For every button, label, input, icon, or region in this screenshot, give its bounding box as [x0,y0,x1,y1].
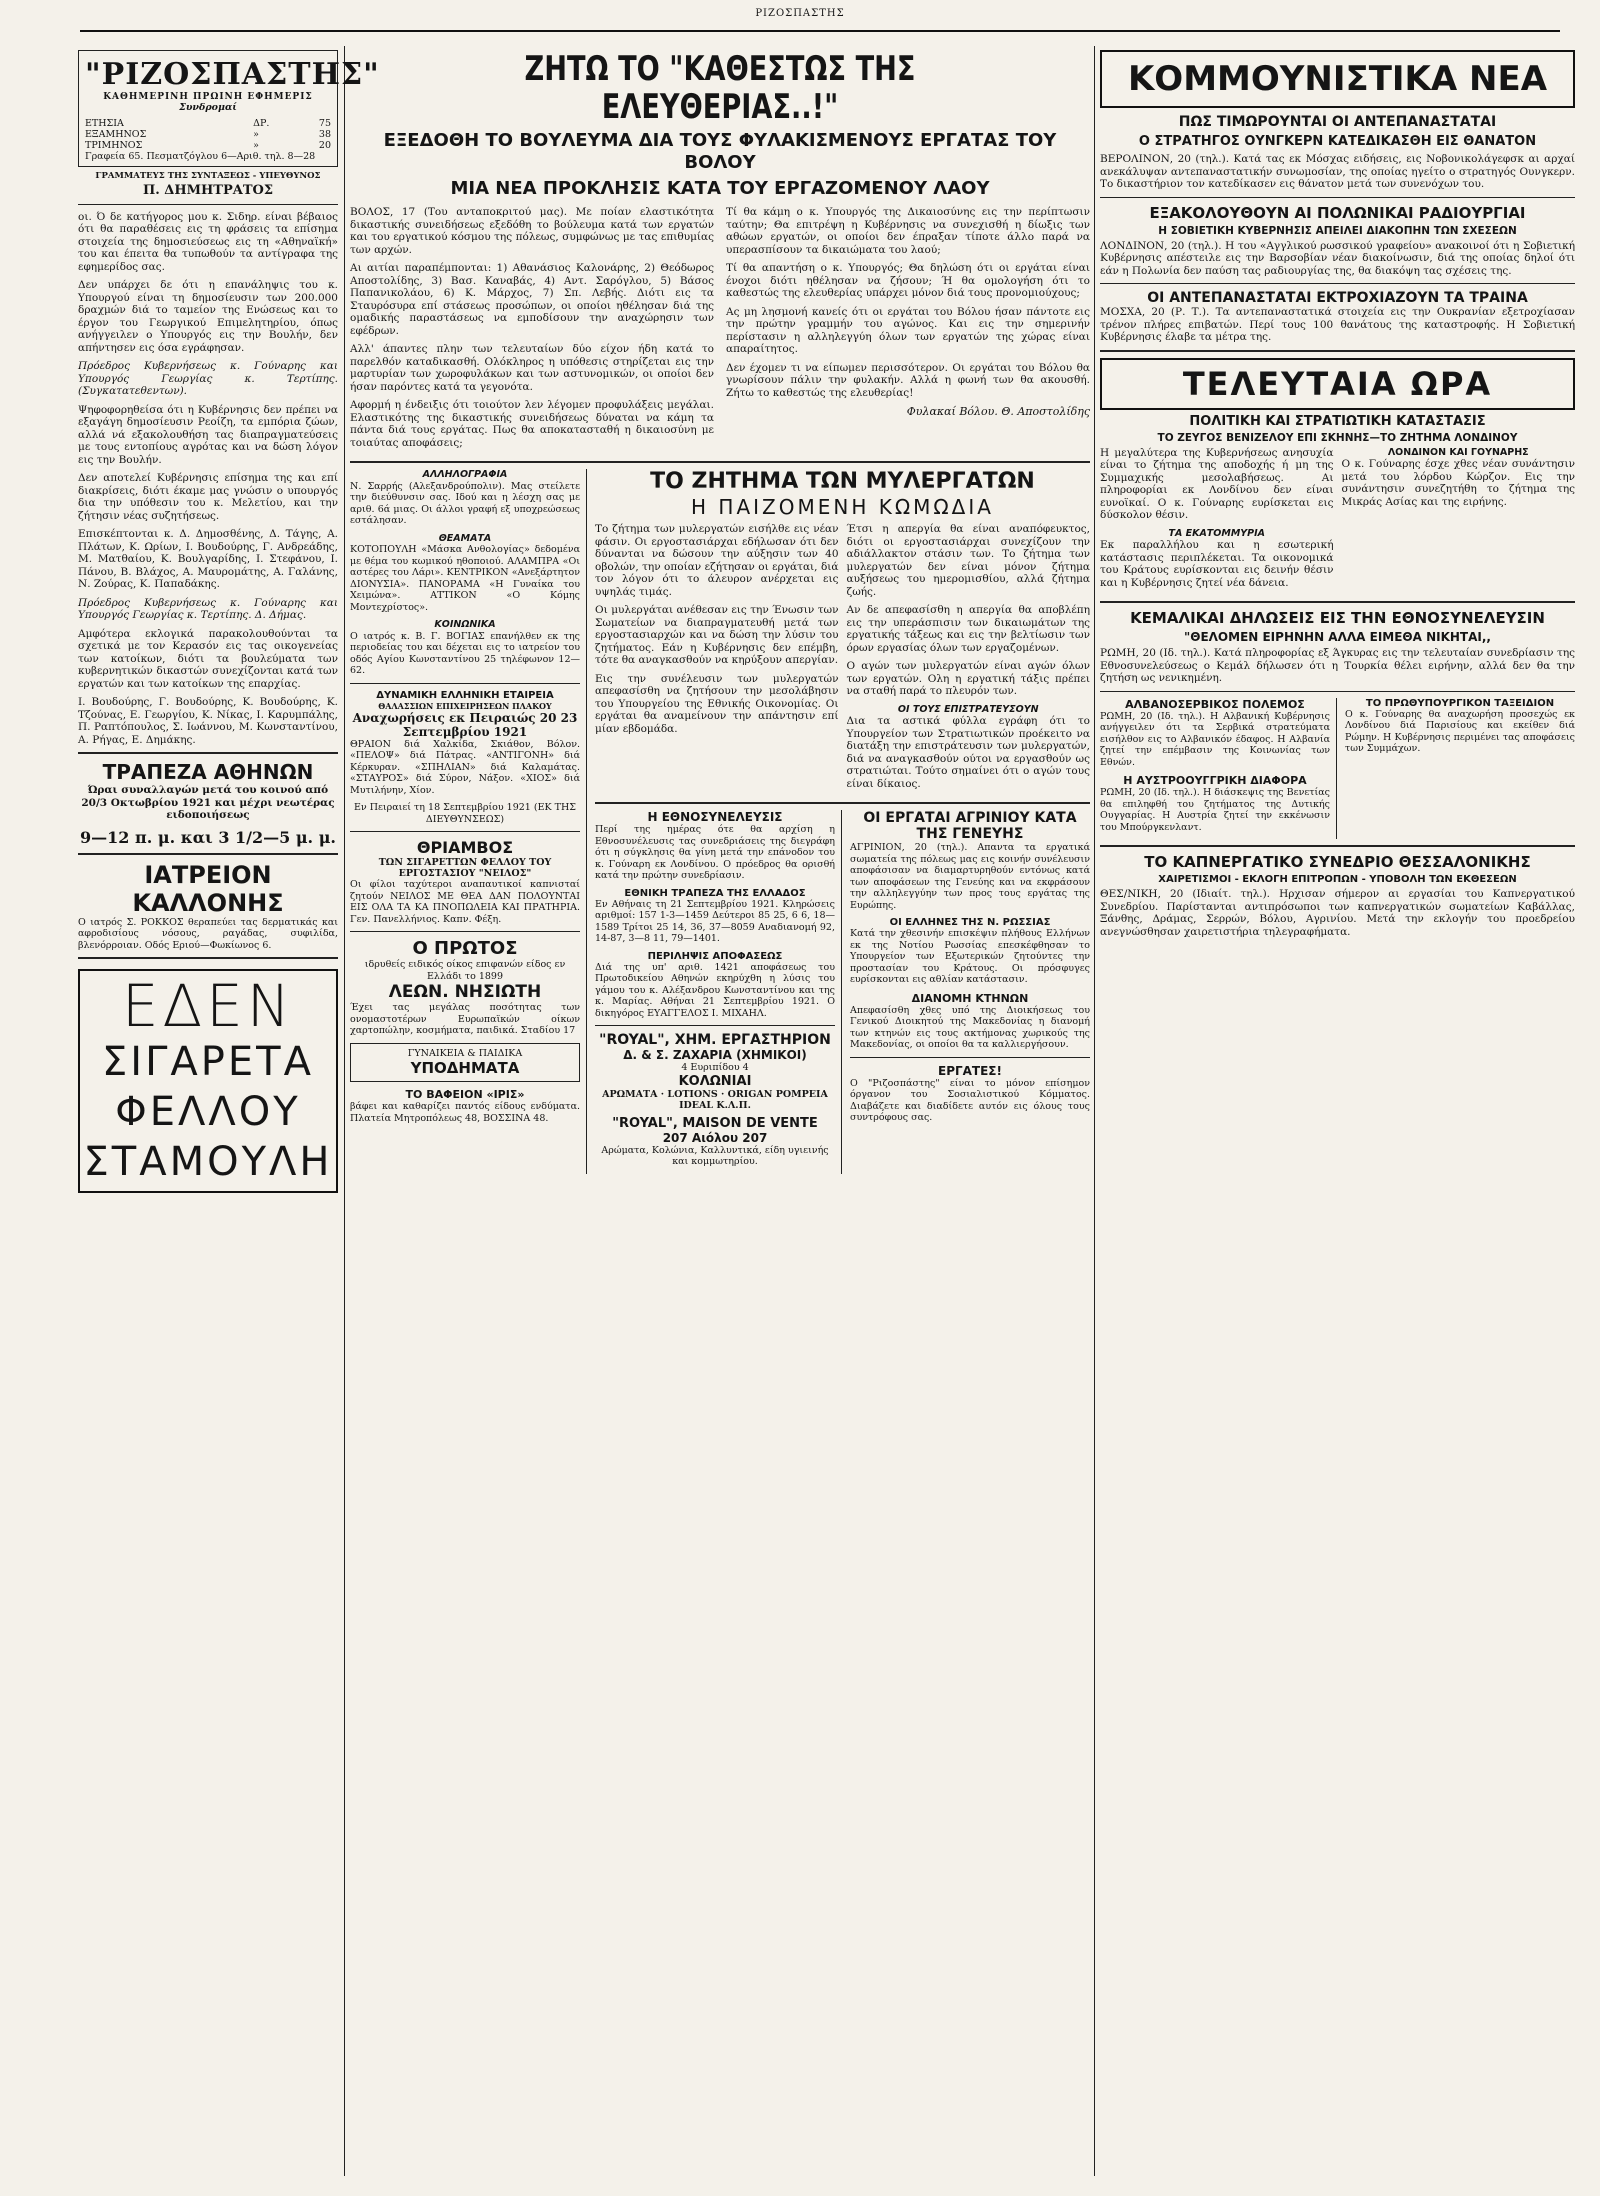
divider [850,1057,1090,1058]
divider [1100,197,1575,198]
russia-text: Κατά την χθεσινήν επισκέψιν πλήθους Ελλήνων εκ της Νοτίου Ρωσσίας επεσκέφθησαν το Υπουργείον των Εξωτερικών ζητούντες την προστασίαν του Κράτους. Οι πρόσφυγες ευρίσκονται εις αθλίαν κατάστασιν. [850,928,1090,985]
thess-title: ΤΟ ΚΑΠΝΕΡΓΑΤΙΚΟ ΣΥΝΕΔΡΙΟ ΘΕΣΣΑΛΟΝΙΚΗΣ [1144,853,1531,871]
article-paragraph: Πρόεδρος Κυβερνήσεως κ. Γούναρης και Υπουργός Γεωργίας κ. Τερτίπης. (Συγκατατεθεντων). [78,360,338,397]
running-head: ΡΙΖΟΣΠΑΣΤΗΣ [755,8,845,19]
thess-subtitle: ΧΑΙΡΕΤΙΣΜΟΙ - ΕΚΛΟΓΗ ΕΠΙΤΡΟΠΩΝ - ΥΠΟΒΟΛΗ ΤΩΝ ΕΚΘΕΣΕΩΝ [1158,874,1517,885]
shipping-title: ΔΥΝΑΜΙΚΗ ΕΛΛΗΝΙΚΗ ΕΤΑΙΡΕΙΑ [376,689,554,701]
parliament-title: Η ΕΘΝΟΣΥΝΕΛΕΥΣΙΣ [647,810,783,824]
shoes-ad-subtitle: ΓΥΝΑΙΚΕΙΑ & ΠΑΙΔΙΚΑ [407,1047,523,1059]
article-paragraph: Εκ παραλλήλου και η εσωτερική κατάστασις περιπλέκεται. Τα οικονομικά του Κράτους ευρίσκονται εις δεινήν θέσιν και η Κυβέρνησις ζητεί νέα δάνεια. [1100,539,1334,589]
divider [78,752,338,754]
price: 75 [318,117,331,129]
vafeion-title: ΤΟ ΒΑΦΕΙΟΝ «ΙΡΙΣ» [405,1088,525,1101]
protos-text: Έχει τας μεγάλας ποσότητας των ονομαστοτέρων Ευρωπαϊκών οίκων χαρτοπώλην, κοσμήματα, παιδικά. Σταδίου 17 [350,1002,580,1036]
article-paragraph: ΛΟΝΔΙΝΟΝ, 20 (τηλ.). Η του «Αγγλικού ρωσσικού γραφείου» ανακοινοί ότι η Σοβιετική Κυβέρνησις απέστειλε εις την Βαρσοβίαν νέαν διακοίνωσιν, διά της οποίας δηλοί ότι εάν η Πολωνία δεν παύση τας ραδιουργίας της, θα διακόψη τας σχέσεις της. [1100,239,1575,277]
text-column [1342,447,1576,596]
divider [595,802,1090,804]
royal-ad-subtitle: Δ. & Σ. ΖΑΧΑΡΙΑ (ΧΗΜΙΚΟΙ) [623,1048,807,1062]
shipping-text: ΘΡΑΙΟΝ διά Χαλκίδα, Σκιάθον, Βόλον. «ΠΕΛΟΨ» διά Πάτρας. «ΑΝΤΙΓΟΝΗ» διά Κέρκυραν. «ΣΠΗΛΙΑΝ» διά Καλαμάτας. «ΣΤΑΥΡΟΣ» διά Σύρον, Νάξον. «ΧΙΟΣ» διά Μυτιλήνην, Χίον. [350,738,580,796]
article-paragraph: Ι. Βουδούρης, Γ. Βουδούρης, Κ. Βουδούρης, Κ. Τζούνας, Ε. Γεωργίου, Κ. Νίκας, Ι. Καρυμπάλης, Π. Ραπτόπουλος, Σ. Ιωάννου, Μ. Κωνσταντίνου, Α. Ρήγας, Ε. Δημάκης. [78,696,338,746]
article-paragraph: Δεν έχομεν τι να είπωμεν περισσότερον. Οι εργάται του Βόλου θα γνωρίσουν πάλιν την φυλακήν. Αλλά η φωνή των θα ακουσθή. Ζήτω το καθεστώς της ελευθερίας! [726,361,1090,399]
shipping-subtitle: ΘΑΛΑΣΣΙΩΝ ΕΠΙΧΕΙΡΗΣΕΩΝ ΠΛΑΚΟΥ [378,700,552,711]
divider [1100,691,1575,692]
ergates-title: ΕΡΓΑΤΕΣ! [938,1063,1002,1078]
mules-subtitle: Η ΠΑΙΖΟΜΕΝΗ ΚΩΜΩΔΙΑ [691,495,994,519]
text-column [595,523,839,796]
thriamvos-subtitle: ΤΩΝ ΣΙΓΑΡΕΤΤΩΝ ΦΕΛΛΟΥ ΤΟΥ ΕΡΓΟΣΤΑΣΙΟΥ "ΝΕΙΛΟΣ" [378,857,552,879]
section-title: ΤΑ ΕΚΑΤΟΜΜΥΡΙΑ [1168,527,1266,539]
masthead-address: Γραφεία 65. Πεσματζόγλου 6—Αριθ. τηλ. 8—28 [85,150,316,162]
divider [595,1025,835,1026]
parliament-text: Περί της ημέρας ότε θα αρχίση η Εθνοσυνέλευσις τας συνεδριάσεις της διεγράφη ότι η σύγκλησις θα γίνη μετά την επάνοδον του κ. Γούναρη εκ Λονδίνου. Ο πρόεδρος θα ορισθή κατά την πρώτην συνεδρίασιν. [595,824,835,881]
article-paragraph: Δεν υπάρχει δε ότι η επανάληψις του κ. Υπουργού είναι τη δημοσίευσιν των 200.000 δραχμών διά το ταμείον της Ενώσεως και το έργον του Γεωργικού Επιμελητηρίου, όπως ανήγγειλεν ο Υπουργός εις την Βουλήν, δεν απήντησεν εις όσα εγράφησαν. [78,279,338,354]
lower-center [350,469,1090,1174]
clinic-ad-text: Ο ιατρός Σ. ΡΟΚΚΟΣ θεραπεύει τας δερματικάς και αφροδισίους νόσους, ραγάδας, συφιλίδα, βλενόρροιαν. Οδός Εριού—Φωκίωνος 6. [78,916,338,951]
divider [350,461,1090,463]
article-paragraph: Έτσι η απεργία θα είναι αναπόφευκτος, διότι οι εργοστασιάρχαι συνεχίζουν την αδιάλλακτον στάσιν των. Το ζήτημα των μυλεργατών δεν είναι μόνον ζήτημα αυξήσεως του ημερομισθίου, αλλά ζήτημα ζωής. [846,523,1090,598]
main-subhead: ΜΙΑ ΝΕΑ ΠΡΟΚΛΗΣΙΣ ΚΑΤΑ ΤΟΥ ΕΡΓΑΖΟΜΕΝΟΥ ΛΑΟΥ [450,178,990,199]
section-title: ΘΕΑΜΑΤΑ [438,532,492,544]
eden-ad-line: ΣΙΓΑΡΕΤΑ [102,1039,314,1085]
divider [1100,601,1575,603]
section-title: Η ΑΥΣΤΡΟΟΥΓΓΡΙΚΗ ΔΙΑΦΟΡΑ [1123,774,1307,787]
price: 20 [318,139,331,151]
last-hour-subtitle2: ΤΟ ΖΕΥΓΟΣ ΒΕΝΙΖΕΛΟΥ ΕΠΙ ΣΚΗΝΗΣ—ΤΟ ΖΗΤΗΜΑ ΛΟΝΔΙΝΟΥ [1157,431,1518,444]
article-paragraph: Ο αγών των μυλεργατών είναι αγών όλων των εργατών. Ολη η εργατική τάξις πρέπει να σταθή παρά το πλευρόν των. [846,660,1090,697]
article-paragraph: ΜΟΣΧΑ, 20 (Ρ. Τ.). Τα αντεπαναστατικά στοιχεία εις την Ουκρανίαν εξετροχίασαν τρένον πλήρες επιβατών. Περί τους 100 θανάτους της καταστροφής. Η Σοβιετική Κυβέρνησις έλαβε τα μέτρα της. [1100,306,1575,343]
ergates-text: Ο "Ριζοσπάστης" είναι το μόνον επίσημον όργανον του Σοσιαλιστικού Κόμματος. Διαβάζετε και διαδίδετε αυτόν εις όλους τους συντρόφους σας. [850,1077,1090,1123]
agrinio-text: ΑΓΡΙΝΙΟΝ, 20 (τηλ.). Απαντα τα εργατικά σωματεία της πόλεως μας εις κοινήν συνέλευσιν αποφάσισαν να διαμαρτυρηθούν εντόνως κατά των αποφάσεων της Γενεύης και να εκφράσουν την αλληλεγγύην των προς τους εργάτας της Ευρώπης. [850,842,1090,911]
secretary-label: ΓΡΑΜΜΑΤΕΥΣ ΤΗΣ ΣΥΝΤΑΞΕΩΣ - ΥΠΕΥΘΥΝΟΣ [95,171,321,181]
article-paragraph: ΡΩΜΗ, 20 (Ιδ. τηλ.). Η Αλβανική Κυβέρνησις ανήγγειλεν ότι τα Σερβικά στρατεύματα εισήλθον εις το Αλβανικόν έδαφος. Η Αλβανία ζητεί την επέμβασιν της Κοινωνίας των Εθνών. [1100,710,1330,768]
article-paragraph: ΒΟΛΟΣ, 17 (Του ανταποκριτού μας). Με ποίαν ελαστικότητα δικαστικής συνειδήσεως εξεδόθη το βούλευμα κατά των εργατών και του εργατικού κόσμου της πόλεως, συμφώνως με τας επιθυμίας των αρχών. [350,206,714,256]
column-divider [1094,46,1095,2176]
kemal-title: ΚΕΜΑΛΙΚΑΙ ΔΗΛΩΣΕΙΣ ΕΙΣ ΤΗΝ ΕΘΝΟΣΥΝΕΛΕΥΣΙΝ [1130,609,1545,627]
bank-ad-title: ΤΡΑΠΕΖΑ ΑΘΗΝΩΝ [102,760,314,784]
mules-section [595,469,1090,1174]
thriamvos-text: Οι φίλοι ταχύτεροι αναπαυτικοί καπνισταί ζητούν ΝΕΙΛΟΣ ΜΕ ΘΕΑ ΔΑΝ ΠΟΛΟΥΝΤΑΙ ΕΙΣ ΟΛΑ ΤΑ ΚΑ ΠΝΟΠΩΛΕΙΑ ΚΑΙ ΠΡΑΤΗΡΙΑ. Γεν. Πανελλήνιος. Καπν. Φέξη. [350,879,580,925]
main-subhead: ΕΞΕΔΟΘΗ ΤΟ ΒΟΥΛΕΥΜΑ ΔΙΑ ΤΟΥΣ ΦΥΛΑΚΙΣΜΕΝΟΥΣ ΕΡΓΑΤΑΣ ΤΟΥ ΒΟΛΟΥ [383,130,1057,173]
poland-title: ΕΞΑΚΟΛΟΥΘΟΥΝ ΑΙ ΠΟΛΩΝΙΚΑΙ ΡΑΔΙΟΥΡΓΙΑΙ [1149,203,1526,222]
ktinon-text: Απεφασίσθη χθες υπό της Διοικήσεως του Γενικού Διοικητού της Μακεδονίας η διανομή των κτηνών εις τους ακτήμονας χωρικούς της Μακεδονίας, οι οποίοι θα τα καλλιεργήσουν. [850,1004,1090,1050]
vafeion-text: βάφει και καθαρίζει παντός είδους ενδύματα. Πλατεία Μητροπόλεως 48, ΒΟΣΣΙΝΑ 48. [350,1101,580,1124]
clinic-ad [78,861,338,952]
last-hour-banner [1100,358,1575,410]
section-subtitle: ΠΩΣ ΤΙΜΩΡΟΥΝΤΑΙ ΟΙ ΑΝΤΕΠΑΝΑΣΤΑΤΑΙ [1178,114,1497,130]
article-paragraph: Δεν αποτελεί Κυβέρνησις επίσημα της και επί διακρίσεις, διότι έκαμε μας γνώσιν ο υπουργός δια την υπόθεσιν του κ. Μελετίου, και την ζήτησιν νέας συζητήσεως. [78,472,338,522]
protos-name: ΛΕΩΝ. ΝΗΣΙΩΤΗ [388,982,542,1002]
right-column [1100,50,1575,2180]
article-paragraph: Δια τα αστικά φύλλα εγράφη ότι το Υπουργείον των Στρατιωτικών προέκειτο να διατάξη την επιστράτευσιν των μυλεργατών, διά να αναγκασθούν ούτοι να εργασθούν ως στρατιώται. Τούτο σημαίνει ότι ο αγών τους είναι δίκαιος. [846,715,1090,790]
agrinio-title: ΟΙ ΕΡΓΑΤΑΙ ΑΓΡΙΝΙΟΥ ΚΑΤΑ ΤΗΣ ΓΕΝΕΥΗΣ [863,810,1077,842]
left-column [78,50,380,2180]
divider [78,853,338,855]
shipping-date: Αναχωρήσεις εκ Πειραιώς 20 23 Σεπτεμβρίου 1921 [352,710,578,739]
masthead-title: "ΡΙΖΟΣΠΑΣΤΗΣ" [85,57,380,92]
article-paragraph: Ο κ. Γούναρης θα αναχωρήση προσεχώς εκ Λονδίνου διά Παρισίους και εκείθεν διά Ρώμην. Η Κυβέρνησις περιμένει τας αποφάσεις των Συμμάχων. [1345,708,1575,754]
section-title: ΑΛΒΑΝΟΣΕΡΒΙΚΟΣ ΠΟΛΕΜΟΣ [1125,697,1305,711]
last-hour-title: ΤΕΛΕΥΤΑΙΑ ΩΡΑ [1182,364,1493,403]
shipping-note: Εν Πειραιεί τη 18 Σεπτεμβρίου 1921 (ΕΚ ΤΗΣ ΔΙΕΥΘΥΝΣΕΩΣ) [354,802,576,825]
text-column [350,206,714,455]
divider [78,204,338,205]
divider [78,957,338,959]
article-paragraph: Αμφότερα εκλογικά παρακολουθούνται τα σχετικά με τον Κερασόν εις τας οικογενείας των κατοίκων, διότι τα βουλεύματα των κυβερνητικών δικαστών συνεχίζονται κατά των εργατών και των κατοίκων της επαρχίας. [78,627,338,690]
royal2-ad-text: Αρώματα, Κολώνια, Καλλυντικά, είδη υγιεινής και κομμωτηρίου. [601,1144,829,1167]
article-paragraph: Αφορμή η ένδειξις ότι τοιούτον λεν λέγομεν προφυλάξεις μεγάλαι. Ελαστικότης της δικαστικής συνειδήσεως δύναται να κάμη τα πάντα διά τους εργάτας. Πως θα αποκατασταθή η δικαιοσύνη με τοιαύτας αποφάσεις; [350,399,714,449]
text-column [847,523,1091,796]
currency: » [253,139,259,151]
shoes-ad-title: ΥΠΟΔΗΜΑΤΑ [410,1059,520,1077]
article-paragraph: ΡΩΜΗ, 20 (Ιδ. τηλ.). Κατά πληροφορίας εξ Άγκυρας εις την τελευταίαν συνεδρίασιν της Εθνοσυνελεύσεως ο Κεμάλ δήλωσεν ότι η Τουρκία θέλει ειρήνην, αλλά δεν θα την ζητήση ως νενικημένη. [1100,647,1575,684]
divider [1100,845,1575,847]
divider [350,683,580,684]
notice-text: Ν. Σαρρής (Αλεξανδρούπολιν). Μας στείλετε την διεύθυνσιν σας. Ιδού και η λέσχη σας με αριθ. 6ά μιας. Οι άλλοι γραφή εξ υποχρεώσεως εστάλησαν. [350,480,580,526]
mules-title: ΤΟ ΖΗΤΗΜΑ ΤΩΝ ΜΥΛΕΡΓΑΤΩΝ [650,469,1035,494]
secretary-name: Π. ΔΗΜΗΤΡΑΤΟΣ [142,182,274,198]
article-paragraph: Εις την συνέλευσιν των μυλεργατών απεφασίσθη να ζητήσουν την μεσολάβησιν του Υπουργείου της Εθνικής Οικονομίας. Οι εργάται θα αναμείνουν την απάντησιν επί μίαν εβδομάδα. [595,672,839,735]
article-paragraph: ΘΕΣ/ΝΙΚΗ, 20 (Ιδιαίτ. τηλ.). Ηρχισαν σήμερον αι εργασίαι του Καπνεργατικού Συνεδρίου. Παρίστανται αντιπρόσωποι των καπνεργατικών σωματείων Καβάλλας, Ξάνθης, Δράμας, Σερρών, Βόλου, Αγρινίου. Μετά την εκλογήν του προεδρείου ανεγνώσθησαν χαιρετιστήρια τηλεγραφήματα. [1100,888,1575,938]
subscriptions-table [85,118,331,151]
article-paragraph: Αι αιτίαι παραπέμπονται: 1) Αθανάσιος Καλονάρης, 2) Θεόδωρος Αποστολίδης, 3) Βασ. Καναβάς, 4) Αντ. Σαρόγλου, 5) Βάσος Παπανικολάου, 6) Κ. Μάρχος, 7) Σπ. Λεβής. Διότι εις τα Σταυρόσυρα επί στάσεως προσώπων, οι οποίοι ηθέλησαν διά της ομαδικής παραστάσεως να εμποδίσουν την αναχώρησιν των εφέδρων. [350,262,714,337]
divider [350,831,580,832]
main-headline: ΖΗΤΩ ΤΟ "ΚΑΘΕΣΤΩΣ ΤΗΣ ΕΛΕΥΘΕΡΙΑΣ..!" [524,49,916,127]
last-hour-subtitle: ΠΟΛΙΤΙΚΗ ΚΑΙ ΣΤΡΑΤΙΩΤΙΚΗ ΚΑΤΑΣΤΑΣΙΣ [1189,413,1486,429]
currency: » [253,128,259,140]
text-column [1345,698,1575,840]
communist-news-title: ΚΟΜΜΟΥΝΙΣΤΙΚΑ ΝΕΑ [1127,59,1548,99]
article-paragraph: Πρόεδρος Κυβερνήσεως κ. Γούναρης και Υπουργός Γεωργίας κ. Τερτίπης. Δ. Δήμας. [78,596,338,621]
article-paragraph: Ψηφοφορηθείσα ότι η Κυβέρνησις δεν πρέπει να εξαγάγη δημοσίευσιν Ρεοίζη, τα εμπόρια ζώων, αλλά νά εξακολουθήση τας διαπραγματεύσεις με τους εντοπίους αγρότας και να δώση λόγον εις την Βουλήν. [78,403,338,466]
subscription-row [85,118,331,129]
article-paragraph: ΒΕΡΟΛΙΝΟΝ, 20 (τηλ.). Κατά τας εκ Μόσχας ειδήσεις, εις Νοβονικολάγεφσκ αι αρχαί ανεκάλυψαν αντεπαναστατικήν συνωμοσίαν, της οποίας ηγείτο ο στρατηγός Ουνγκερν. Το δικαστήριον τον κατεδίκασεν εις θάνατον μετά των συνενόχων του. [1100,153,1575,190]
article-paragraph: Το ζήτημα των μυλεργατών εισήλθε εις νέαν φάσιν. Οι εργοστασιάρχαι εδήλωσαν ότι δεν δύνανται να δώσουν την αύξησιν των 40 οβολών, την οποίαν εζήτησαν οι εργάται, διά τον λόγον ότι το άλευρον ανέρχεται εις υψηλάς τιμάς. [595,523,839,598]
article-paragraph: Ο κ. Γούναρης έσχε χθες νέαν συνάντησιν μετά του λόρδου Κώρζον. Εις την συνάντησιν συνεζητήθη το ζήτημα της Μικράς Ασίας και της ειρήνης. [1341,458,1575,508]
divider [350,931,580,932]
notices-column [350,469,587,1174]
article-paragraph: Οι μυλεργάται ανέθεσαν εις την Ένωσιν των Σωματείων να διαπραγματευθή μετά των εργοστασιαρχών και να δώση την λύσιν του ζητήματος. Εάν η Κυβέρνησις δεν επέμβη, τότε θα αναγκασθούν να κηρύξουν απεργίαν. [595,604,839,666]
section-title: ΛΟΝΔΙΝΟΝ ΚΑΙ ΓΟΥΝΑΡΗΣ [1387,446,1529,458]
article-paragraph: ΡΩΜΗ, 20 (Ιδ. τηλ.). Η διάσκεψις της Βενετίας θα επιληφθή του ζητήματος της Δυτικής Ουγγαρίας. Η Αυστρία ζητεί την εκκένωσιν του Μπούργκενλαντ. [1100,787,1330,833]
section-title: ΑΛΛΗΛΟΓΡΑΦΙΑ [422,469,508,480]
eden-cigarette-ad [78,969,338,1193]
subscriptions-label: Συνδρομαί [179,102,237,113]
bank-ad [78,760,338,847]
communist-news-banner [1100,50,1575,108]
ktinon-title: ΔΙΑΝΟΜΗ ΚΤΗΝΩΝ [911,991,1029,1005]
poland-subtitle: Η ΣΟΒΙΕΤΙΚΗ ΚΥΒΕΡΝΗΣΙΣ ΑΠΕΙΛΕΙ ΔΙΑΚΟΠΗΝ ΤΩΝ ΣΧΕΣΕΩΝ [1158,224,1517,237]
article-paragraph: Επισκέπτονται κ. Δ. Δημοσθένης, Δ. Τάγης, Α. Πλάτων, Κ. Ωρίων, Ι. Βουδούρης, Γ. Ανδρεάδης, Μ. Ματθαίου, Κ. Βουλγαρίδης, Ι. Στεφάνου, Ι. Πάνου, Β. Βλάχος, Α. Μαυρομάτης, Α. Γαλάνης, Ν. Ζούρας, Κ. Παπαδάκης. [78,528,338,590]
divider [1100,283,1575,284]
top-rule [80,30,1560,32]
balkan-news [1100,698,1575,840]
subscription-row [85,129,331,140]
article-paragraph: Τί θα απαντήση ο κ. Υπουργός; Θα δηλώση ότι οι εργάται είναι ένοχοι διότι ηθέλησαν να ζήσουν; Ή θα ομολογήση ότι το καθεστώς της ελευθερίας υπάρχει μόνον διά τους προνομιούχους; [726,262,1090,299]
royal2-ad-title: "ROYAL", MAISON DE VENTE [612,1115,818,1131]
last-hour-body [1100,447,1575,596]
column-divider [344,46,345,2176]
period: ΕΤΗΣΙΑ [85,117,124,129]
shoes-ad [350,1043,580,1083]
apofaseis-title: ΠΕΡΙΛΗΨΙΣ ΑΠΟΦΑΣΕΩΣ [647,950,783,962]
text-column [1100,698,1337,840]
bank-title: ΕΘΝΙΚΗ ΤΡΑΠΕΖΑ ΤΗΣ ΕΛΛΑΔΟΣ [624,887,806,899]
center-columns [350,50,1090,2180]
apofaseis-text: Διά της υπ' αριθ. 1421 αποφάσεως του Πρωτοδικείου Αθηνών εκηρύχθη η λύσις του γάμου του κ. Αλέξανδρου Κωνσταντίνου και της κ. Μαρίας. Αθήναι 21 Σεπτεμβρίου 1921. Ο δικηγόρος ΕΥΑΓΓΕΛΟΣ Ι. ΜΙΧΑΗΛ. [595,961,835,1019]
bank-ad-hours: 9—12 π. μ. και 3 1/2—5 μ. μ. [80,827,336,847]
masthead-subtitle: ΚΑΘΗΜΕΡΙΝΗ ΠΡΩΙΝΗ ΕΦΗΜΕΡΙΣ [103,92,313,102]
section-title: ΟΙ ΤΟΥΣ ΕΠΙΣΤΡΑΤΕΥΣΟΥΝ [897,703,1039,715]
subscription-row [85,140,331,151]
article-paragraph: Η μεγαλύτερα της Κυβερνήσεως ανησυχία είναι το ζήτημα της αποδοχής ή μη της Συμμαχικής μεσολαβήσεως. Αι πληροφορίαι εκ Λονδίνου δεν είναι ευνοϊκαί. Ο κ. Γούναρης ευρίσκεται εις δύσκολον θέσιν. [1100,446,1334,521]
main-article-body [350,206,1090,455]
parliament-column [595,810,842,1174]
royal-ad-title: "ROYAL", ΧΗΜ. ΕΡΓΑΣΤΗΡΙΟΝ [599,1032,831,1048]
article-signature: Φυλακαί Βόλου. Θ. Αποστολίδης [906,405,1090,418]
royal-ad-items: ΑΡΩΜΑΤΑ · LOTIONS · ORIGAN POMPEIA IDEAL Κ.Λ.Π. [602,1088,828,1111]
section-subtitle: Ο ΣΤΡΑΤΗΓΟΣ ΟΥΝΓΚΕΡΝ ΚΑΤΕΔΙΚΑΣΘΗ ΕΙΣ ΘΑΝΑΤΟΝ [1138,134,1537,149]
parliament-agrinio [595,810,1090,1174]
agrinio-column [850,810,1090,1174]
thriamvos-title: ΘΡΙΑΜΒΟΣ [416,838,514,857]
royal-ad-address: 4 Ευριπίδου 4 [681,1062,749,1073]
section-title: ΚΟΙΝΩΝΙΚΑ [434,619,496,630]
mules-body [595,523,1090,796]
price: 38 [318,128,331,140]
article-paragraph: Αν δε απεφασίσθη η απεργία θα αποβλέπη εις την υπεράσπισιν των δικαιωμάτων της εργατικής τάξεως και εις την βελτίωσιν των όρων εργασίας όλων των εργαζομένων. [846,604,1090,654]
period: ΕΞΑΜΗΝΟΣ [85,128,147,140]
protos-title: Ο ΠΡΩΤΟΣ [412,938,518,959]
clinic-ad-title: ΙΑΤΡΕΙΟΝ ΚΑΛΛΟΝΗΣ [132,860,284,917]
russia-title: ΟΙ ΕΛΛΗΝΕΣ ΤΗΣ Ν. ΡΩΣΣΙΑΣ [889,917,1051,928]
eden-ad-line: ΕΔΕΝ [121,972,295,1040]
royal2-ad-address: 207 Αιόλου 207 [662,1130,768,1145]
royal-ad-cologne: ΚΟΛΩΝΙΑΙ [678,1073,752,1089]
article-paragraph: Τί θα κάμη ο κ. Υπουργός της Δικαιοσύνης εις την περίπτωσιν ταύτην; Θα επιτρέψη η Κυβέρνησις να συνεχισθή η δίωξις των αθώων εργατών, οι οποίοι δεν έπραξαν τίποτε άλλο παρά να υπερασπίσουν τα δικαιώματα του λαού; [726,206,1090,256]
divider [1100,350,1575,352]
eden-ad-line: ΣΤΑΜΟΥΛΗ [83,1139,333,1185]
protos-subtitle: ιδρυθείς ειδικός οίκος επιφανών είδος εν Ελλάδι το 1899 [364,959,566,982]
article-paragraph: Ας μη λησμονή κανείς ότι οι εργάται του Βόλου ήσαν πάντοτε εις την πρώτην γραμμήν του αγώνος. Και εις την σημερινήν περίστασιν η αλληλεγγύη όλων των εργατών της χώρας είναι απαραίτητος. [726,305,1090,355]
article-paragraph: Αλλ' άπαντες πλην των τελευταίων δύο είχον ήδη κατά το παρελθόν καταδικασθή. Ολόκληρος η υπόθεσις στηρίζεται εις την μαρτυρίαν των χωροφυλάκων και των αστυνομικών, οι οποίοι δεν ήσαν παρόντες κατά τα γεγονότα. [350,343,714,393]
eden-ad-line: ΦΕΛΛΟΥ [115,1089,301,1135]
text-column [726,206,1090,455]
notice-text: Ο ιατρός κ. Β. Γ. ΒΟΓΙΑΣ επανήλθεν εκ της περιοδείας του και δέχεται εις το ιατρείον του οδός Αγίου Κωνσταντίνου 25 τηλέφωνον 12—62. [350,630,580,676]
text-column [1100,447,1334,596]
period: ΤΡΙΜΗΝΟΣ [85,139,143,151]
bank-text: Εν Αθήναις τη 21 Σεπτεμβρίου 1921. Κληρώσεις αριθμοί: 157 1-3—1459 Δεύτεροι 85 25, 6 6, 18—1589 Τρίτοι 25 14, 36, 37—8059 Αναδιανομή 92, 14-87, 3—8 11, 79—1401. [595,898,835,944]
bank-ad-text: Ώραι συναλλαγών μετά του κοινού από 20/3 Οκτωβρίου 1921 και μέχρι νεωτέρας ειδοποιήσεως [81,784,335,821]
currency: ΔΡ. [253,117,270,129]
article-paragraph: οι. Ό δε κατήγορος μου κ. Σιδηρ. είναι βέβαιος ότι θα παραθέσεις εις τη φράσεις τα επίσημα στοιχεία της δημοσιεύσεως εις τη «Αθηναϊκή» του και έπειτα θα τυπωθούν τα αντίγραφα της εφημερίδος σας. [78,210,338,273]
trains-title: ΟΙ ΑΝΤΕΠΑΝΑΣΤΑΤΑΙ ΕΚΤΡΟΧΙΑΖΟΥΝ ΤΑ ΤΡΑΙΝΑ [1147,290,1528,306]
kemal-subtitle: "ΘΕΛΟΜΕΝ ΕΙΡΗΝΗΝ ΑΛΛΑ ΕΙΜΕΘΑ ΝΙΚΗΤΑΙ,, [1183,630,1491,644]
notice-text: ΚΟΤΟΠΟΥΛΗ «Μάσκα Ανθολογίας» δεδομένα με θέμα του κωμικού ηθοποιού. ΑΛΑΜΠΡΑ «Οι αστέρες του Λάρι». ΚΕΝΤΡΙΚΟΝ «Ανεξάρτητον ΔΙΟΝΥΣΙΑ». ΠΑΝΟΡΑΜΑ «Η Γυναίκα του Χειμώνα». ΑΤΤΙΚΟΝ «Ο Κόμης Μοντεχρίστος». [350,544,580,613]
masthead [78,50,380,167]
section-title: ΤΟ ΠΡΩΘΥΠΟΥΡΓΙΚΟΝ ΤΑΞΕΙΔΙΟΝ [1365,697,1555,709]
